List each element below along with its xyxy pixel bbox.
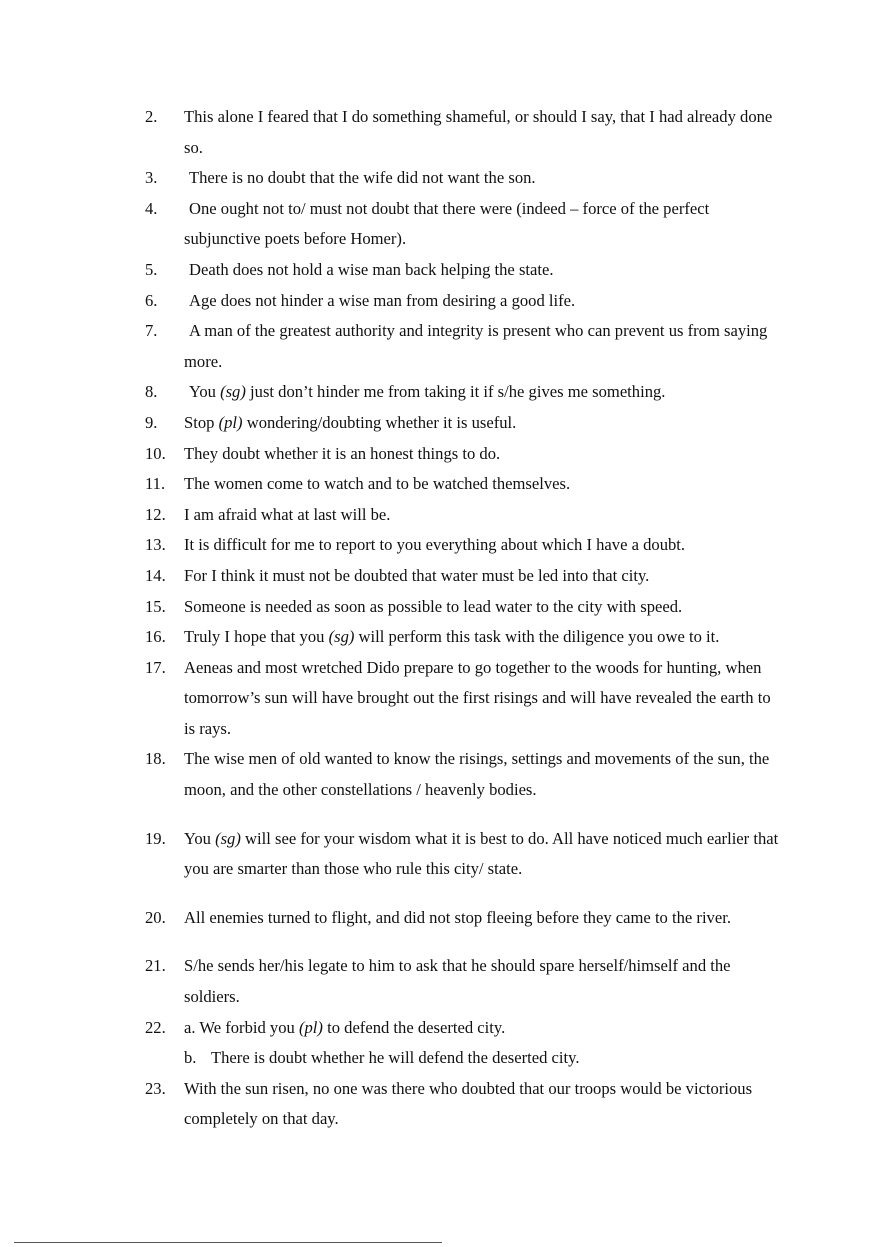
list-item [145, 316, 785, 377]
item-text: Aeneas and most wretched Dido prepare to go together to the woods for hunting, when tomorrow’s sun will have brought out the first risings and will have revealed the earth to is rays. [184, 657, 771, 738]
item-text: It is difficult for me to report to you everything about which I have a doubt. [184, 535, 686, 555]
item-number: 10. [145, 443, 166, 463]
number-marker: (pl) [298, 1017, 323, 1037]
item-text: Stop (pl) wondering/doubting whether it is useful. [184, 412, 517, 432]
item-text: The wise men of old wanted to know the risings, settings and movements of the sun, the moon, and the other constellations / heavenly bodies. [184, 749, 770, 800]
list-item [145, 163, 785, 194]
item-number: 9. [145, 412, 158, 432]
item-number: 11. [145, 474, 166, 494]
list-item [145, 744, 785, 805]
item-number: 23. [145, 1078, 166, 1098]
number-marker: (pl) [218, 412, 243, 432]
item-number: 5. [145, 259, 158, 279]
item-text: This alone I feared that I do something shameful, or should I say, that I had already done so. [184, 107, 773, 157]
list-item [145, 530, 785, 561]
item-text: Someone is needed as soon as possible to lead water to the city with speed. [184, 596, 683, 616]
item-number: 6. [145, 290, 158, 310]
item-number: 15. [145, 596, 166, 616]
item-text: They doubt whether it is an honest things to do. [184, 443, 501, 463]
item-text: With the sun risen, no one was there who doubted that our troops would be victorious completely on that day. [184, 1078, 753, 1129]
list-item [145, 824, 785, 885]
item-text: You (sg) will see for your wisdom what it is best to do. All have noticed much earlier that you are smarter than those who rule this city/ state. [184, 828, 779, 879]
list-item [145, 622, 785, 653]
item-number: 12. [145, 504, 166, 524]
number-marker: (sg) [328, 627, 355, 647]
list-item [145, 377, 785, 408]
sub-item-a: a. We forbid you (pl) to defend the deserted city. [184, 1017, 506, 1037]
item-number: 16. [145, 627, 166, 647]
item-text: The women come to watch and to be watched themselves. [184, 474, 571, 494]
item-number: 22. [145, 1017, 166, 1037]
item-number: 2. [145, 107, 158, 126]
list-item [145, 561, 785, 592]
item-text: Truly I hope that you (sg) will perform this task with the diligence you owe to it. [184, 627, 720, 647]
item-number: 18. [145, 749, 166, 769]
list-item [145, 255, 785, 286]
item-number: 19. [145, 828, 166, 848]
list-item [145, 286, 785, 317]
item-number: 7. [145, 321, 158, 341]
sub-item-b: b. There is doubt whether he will defend the deserted city. [184, 1048, 580, 1068]
sentence-list [0, 102, 880, 1135]
list-item [145, 951, 785, 1012]
list-item [145, 439, 785, 470]
list-item [145, 653, 785, 745]
item-text: Age does not hinder a wise man from desiring a good life. [189, 290, 576, 310]
list-item [145, 903, 785, 934]
item-text: You (sg) just don’t hinder me from taking it if s/he gives me something. [189, 382, 666, 402]
item-text: S/he sends her/his legate to him to ask that he should spare herself/himself and the soldiers. [184, 956, 731, 1007]
list-item [145, 469, 785, 500]
list-item [145, 408, 785, 439]
item-number: 21. [145, 956, 166, 976]
item-text: There is no doubt that the wife did not want the son. [189, 168, 536, 188]
item-text [184, 1013, 785, 1074]
item-text: Death does not hold a wise man back helping the state. [189, 259, 554, 279]
number-marker: (sg) [215, 828, 241, 848]
item-number: 13. [145, 535, 166, 555]
item-text: A man of the greatest authority and integrity is present who can prevent us from saying more. [184, 321, 768, 371]
item-number: 8. [145, 382, 158, 402]
list-item [145, 1013, 785, 1074]
item-text: I am afraid what at last will be. [184, 504, 391, 524]
item-number: 20. [145, 907, 166, 927]
item-text: One ought not to/ must not doubt that there were (indeed – force of the perfect subjunctive poets before Homer). [184, 198, 710, 249]
list-item [145, 194, 785, 255]
item-number: 14. [145, 565, 166, 585]
list-item [145, 102, 785, 163]
item-text: All enemies turned to flight, and did not stop fleeing before they came to the river. [184, 907, 731, 927]
list-item [145, 592, 785, 623]
item-number: 3. [145, 168, 158, 188]
item-number: 4. [145, 198, 158, 218]
item-text: For I think it must not be doubted that water must be led into that city. [184, 565, 650, 585]
item-number: 17. [145, 657, 166, 677]
footnote-separator [14, 1242, 442, 1243]
number-marker: (sg) [220, 382, 246, 402]
list-item [145, 1074, 785, 1135]
list-item [145, 500, 785, 531]
